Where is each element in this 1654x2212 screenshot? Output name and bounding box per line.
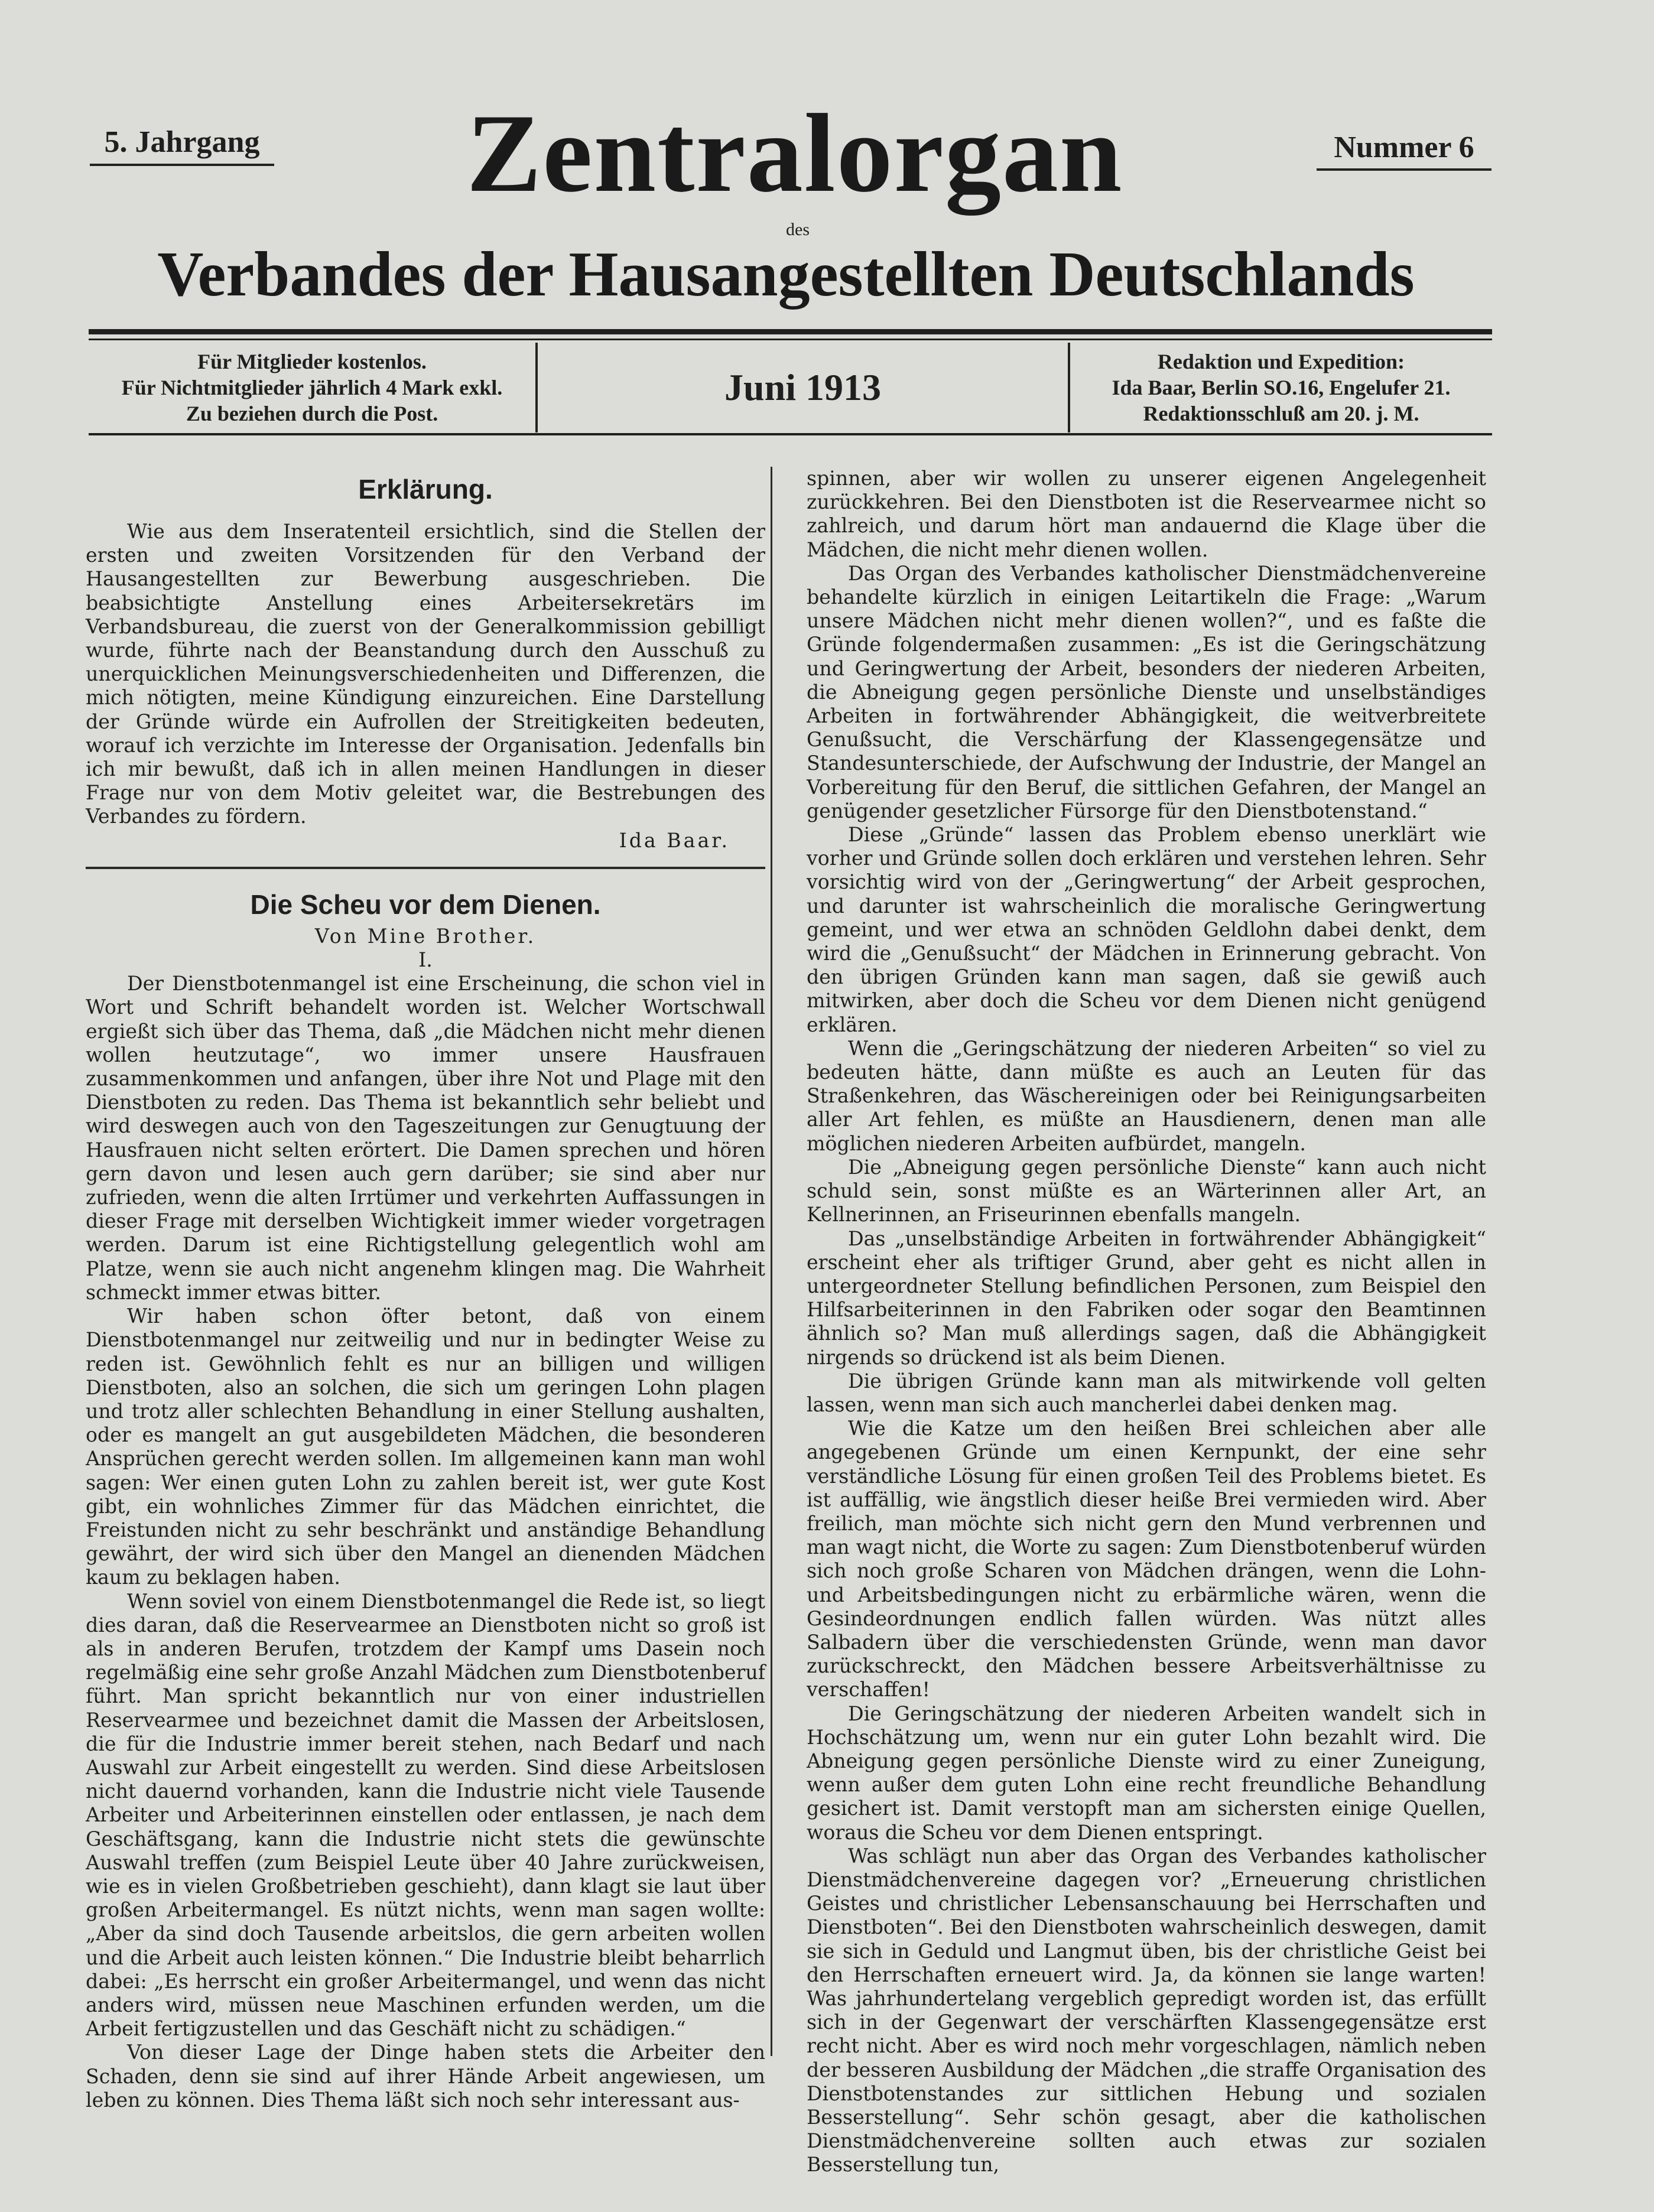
article-paragraph: Das „unselbständige Arbeiten in fortwährender Abhängigkeit“ erscheint eher als triftiger Grund, aber geht es nicht allen in untergeordneter Stellung befindlichen Personen, zum Beispiel den Hilfsarbeiterinnen in den Fabriken oder sogar den Beamtinnen ähnlich so? Man muß allerdings sagen, daß die Abhängigkeit nirgends so drückend ist als beim Dienen. <box>807 1227 1486 1369</box>
section-divider <box>86 867 765 869</box>
article-paragraph: Wie die Katze um den heißen Brei schleichen aber alle angegebenen Gründe um einen Kernpunkt, der eine sehr verständliche Lösung für einen großen Teil des Problems bietet. Es ist auffällig, wie ängstlich dieser heiße Brei vermieden wird. Aber freilich, man möchte sich nicht gern den Mund verbrennen und man wagt nicht, die Worte zu sagen: Zum Dienstbotenberuf würden sich noch große Scharen von Mädchen drängen, wenn die Lohn- und Arbeitsbedingungen nicht zu erbärmliche wären, wenn die Gesindeordnungen endlich fallen würden. Was nützt alles Salbadern über die verschiedensten Gründe, wenn man davor zurückschreckt, den Mädchen bessere Arbeitsverhältnisse zu verschaffen! <box>807 1417 1486 1702</box>
masthead-subtitle: Verbandes der Hausangestellten Deutschlands <box>157 239 1415 310</box>
article-part-number: I. <box>418 948 433 972</box>
editorial-line: Redaktionsschluß am 20. j. M. <box>1143 402 1419 425</box>
volume-label: 5. Jahrgang <box>90 121 274 166</box>
article-paragraph: Die übrigen Gründe kann man als mitwirkende voll gelten lassen, wenn man sich auch mancherlei dabei denken mag. <box>807 1369 1486 1416</box>
article-paragraph: Diese „Gründe“ lassen das Problem ebenso unerklärt wie vorher und Gründe sollen doch erklären und verstehen lehren. Sehr vorsichtig wird von der „Geringwertung“ der Arbeit gesprochen, und darunter ist wahrscheinlich die moralische Geringwertung gemeint, und wer etwa an schnöden Geldlohn dabei denkt, dem wird die „Genußsucht“ der Mädchen in Erinnerung gebracht. Von den übrigen Gründen kann man sagen, daß sie gewiß auch mitwirken, aber doch die Scheu vor dem Dienen nicht genügend erklären. <box>807 823 1486 1036</box>
article-paragraph: Der Dienstbotenmangel ist eine Erscheinung, die schon viel in Wort und Schrift behandelt worden ist. Welcher Wortschwall ergießt sich über das Thema, daß „die Mädchen nicht mehr dienen wollen heutzutage“, wo immer unsere Hausfrauen zusammenkommen und anfangen, über ihre Not und Plage mit den Dienstboten zu reden. Das Thema ist bekanntlich sehr beliebt und wird deswegen auch von den Tageszeitungen zur Genugtuung der Hausfrauen nicht selten erörtert. Die Damen sprechen und hören gern davon und lesen auch gern darüber; sie sind aber nur zufrieden, wenn die alten Irrtümer und verkehrten Auffassungen in dieser Frage mit derselben Wichtigkeit immer wieder vorgetragen werden. Darum ist eine Richtigstellung gelegentlich wohl am Platze, wenn sie auch nicht angenehm klingen mag. Die Wahrheit schmeckt immer etwas bitter. <box>86 972 765 1304</box>
erklaerung-signature: Ida Baar. <box>619 828 730 852</box>
erklaerung-body: Wie aus dem Inseratenteil ersichtlich, sind die Stellen der ersten und zweiten Vorsitzenden für den Verband der Hausangestellten zur Bewerbung ausgeschrieben. Die beabsichtigte Anstellung eines Arbeitersekretärs im Verbandsbureau, die zuerst von der Generalkommission gebilligt wurde, führte nach der Beanstandung durch den Ausschuß zu unerquicklichen Meinungsverschiedenheiten und Differenzen, die mich nötigten, meine Kündigung einzureichen. Eine Darstellung der Gründe würde ein Aufrollen der Streitigkeiten bedeuten, worauf ich verzichte im Interesse der Organisation. Jedenfalls bin ich mir bewußt, daß ich in allen meinen Handlungen in dieser Frage nur von dem Motiv geleitet war, die Bestrebungen des Verbandes zu fördern. <box>86 520 765 828</box>
subscription-info <box>89 343 535 432</box>
article-heading: Die Scheu vor dem Dienen. <box>250 889 601 920</box>
article-paragraph: spinnen, aber wir wollen zu unserer eigenen Angelegenheit zurückkehren. Bei den Dienstboten ist die Reservearmee nicht so zahlreich, und darum hört man andauernd die Klage über die Mädchen, die nicht mehr dienen wollen. <box>807 467 1486 561</box>
issue-date: Juni 1913 <box>535 343 1070 432</box>
masthead-des: des <box>786 220 810 239</box>
article-paragraph: Von dieser Lage der Dinge haben stets die Arbeiter den Schaden, denn sie sind auf ihrer Hände Arbeit angewiesen, um leben zu können. Dies Thema läßt sich noch sehr interessant aus- <box>86 2041 765 2112</box>
column-divider <box>771 467 772 2056</box>
subscription-line: Zu beziehen durch die Post. <box>186 402 438 425</box>
article-paragraph: Wir haben schon öfter betont, daß von einem Dienstbotenmangel nur zeitweilig und nur in bedingter Weise zu reden ist. Gewöhnlich fehlt es nur an billigen und willigen Dienstboten, also an solchen, die sich um geringen Lohn plagen und trotz aller schlechten Behandlung in einer Stellung aushalten, oder es mangelt an gut ausgebildeten Mädchen, die besonderen Ansprüchen gerecht werden sollen. Im allgemeinen kann man wohl sagen: Wer einen guten Lohn zu zahlen bereit ist, wer gute Kost gibt, ein wohnliches Zimmer für das Mädchen einrichtet, die Freistunden nicht zu sehr beschränkt und anständige Behandlung gewährt, der wird sich über den Mangel an dienenden Mädchen kaum zu beklagen haben. <box>86 1305 765 1589</box>
issue-number: Nummer 6 <box>1317 127 1491 171</box>
article-paragraph: Was schlägt nun aber das Organ des Verbandes katholischer Dienstmädchenvereine dagegen vor? „Erneuerung christlichen Geistes und christlicher Lebensanschauung bei Herrschaften und Dienstboten“. Bei den Dienstboten wahrscheinlich deswegen, damit sie sich in Geduld und Langmut üben, bis der christliche Geist bei den Herrschaften erneuert wird. Ja, da können sie lange warten! Was jahrhundertelang vergeblich gepredigt worden ist, das erfüllt sich in der Gegenwart der verschärften Klassengegensätze erst recht nicht. Aber es wird noch mehr vorgeschlagen, nämlich neben der besseren Ausbildung der Mädchen „die straffe Organisation des Dienstbotenstandes zur sittlichen Hebung und sozialen Besserstellung“. Sehr schön gesagt, aber die katholischen Dienstmädchenvereine sollten auch etwas zur sozialen Besserstellung tun, <box>807 1844 1486 2177</box>
article-byline: Von Mine Brother. <box>314 924 537 948</box>
editorial-info <box>1070 343 1492 432</box>
masthead-title: Zentralorgan <box>466 92 1123 216</box>
subscription-line: Für Nichtmitglieder jährlich 4 Mark exkl. <box>121 376 503 399</box>
erklaerung-heading: Erklärung. <box>358 474 493 505</box>
article-paragraph: Das Organ des Verbandes katholischer Dienstmädchenvereine behandelte kürzlich in einigen Leitartikeln die Frage: „Warum unsere Mädchen nicht mehr dienen wollen?“, und es faßte die Gründe folgendermaßen zusammen: „Es ist die Geringschätzung und Geringwertung der Arbeit, besonders der niederen Arbeiten, die Abneigung gegen persönliche Dienste und unselbständiges Arbeiten in fortwährender Abhängigkeit, die weitverbreitete Genußsucht, die Verschärfung der Klassengegensätze und Standesunterschiede, der Aufschwung der Industrie, der Mangel an Vorbereitung für den Beruf, die sittlichen Gefahren, der Mangel an genügender gesetzlicher Fürsorge für den Dienstbotenstand.“ <box>807 561 1486 822</box>
editorial-line: Ida Baar, Berlin SO.16, Engelufer 21. <box>1112 376 1451 399</box>
masthead-rule-thin <box>89 339 1492 340</box>
article-paragraph: Die Geringschätzung der niederen Arbeiten wandelt sich in Hochschätzung um, wenn nur ein guter Lohn bezahlt wird. Die Abneigung gegen persönliche Dienste wird zu einer Zuneigung, wenn außer dem guten Lohn eine recht freundliche Behandlung gesichert ist. Damit verstopft man am sichersten einige Quellen, woraus die Scheu vor dem Dienen entspringt. <box>807 1702 1486 1844</box>
editorial-line: Redaktion und Expedition: <box>1157 350 1405 373</box>
left-column <box>86 461 765 2112</box>
article-paragraph: Wenn soviel von einem Dienstbotenmangel die Rede ist, so liegt dies daran, daß die Reservearmee an Dienstboten nicht so groß ist als in anderen Berufen, trotzdem der Kampf ums Dasein noch regelmäßig eine sehr große Anzahl Mädchen zum Dienstbotenberuf führt. Man spricht bekanntlich nur von einer industriellen Reservearmee und bezeichnet damit die Massen der Arbeitslosen, die für die Industrie immer bereit stehen, nach Bedarf und nach Auswahl zur Arbeit eingestellt zu werden. Sind diese Arbeitslosen nicht dauernd vorhanden, kann die Industrie nicht viele Tausende Arbeiter und Arbeiterinnen einstellen oder entlassen, je nach dem Geschäftsgang, kann die Industrie nicht stets die gewünschte Auswahl treffen (zum Beispiel Leute über 40 Jahre zurückweisen, wie es in vielen Großbetrieben geschieht), dann klagt sie laut über großen Arbeitermangel. Es nützt nichts, wenn man sagen wollte: „Aber da sind doch Tausende arbeitslos, die gern arbeiten wollen und die Arbeit auch leisten können.“ Die Industrie bleibt beharrlich dabei: „Es herrscht ein großer Arbeitermangel, und wenn das nicht anders wird, müssen neue Maschinen erfunden werden, um die Arbeit fertigzustellen und das Geschäft nicht zu schädigen.“ <box>86 1589 765 2041</box>
article-paragraph: Die „Abneigung gegen persönliche Dienste“ kann auch nicht schuld sein, sonst müßte es an Wärterinnen aller Art, an Kellnerinnen, an Friseurinnen ebenfalls mangeln. <box>807 1155 1486 1227</box>
info-bar-rule <box>89 433 1492 435</box>
right-column <box>807 467 1486 2177</box>
masthead-rule <box>89 329 1492 334</box>
article-paragraph: Wenn die „Geringschätzung der niederen Arbeiten“ so viel zu bedeuten hätte, dann müßte es auch an Leuten für das Straßenkehren, das Wäschereinigen oder bei Reinigungsarbeiten aller Art fehlen, es müßte an Hausdienern, denen man alle möglichen niederen Arbeiten aufbürdet, mangeln. <box>807 1036 1486 1155</box>
subscription-line: Für Mitglieder kostenlos. <box>197 350 427 373</box>
